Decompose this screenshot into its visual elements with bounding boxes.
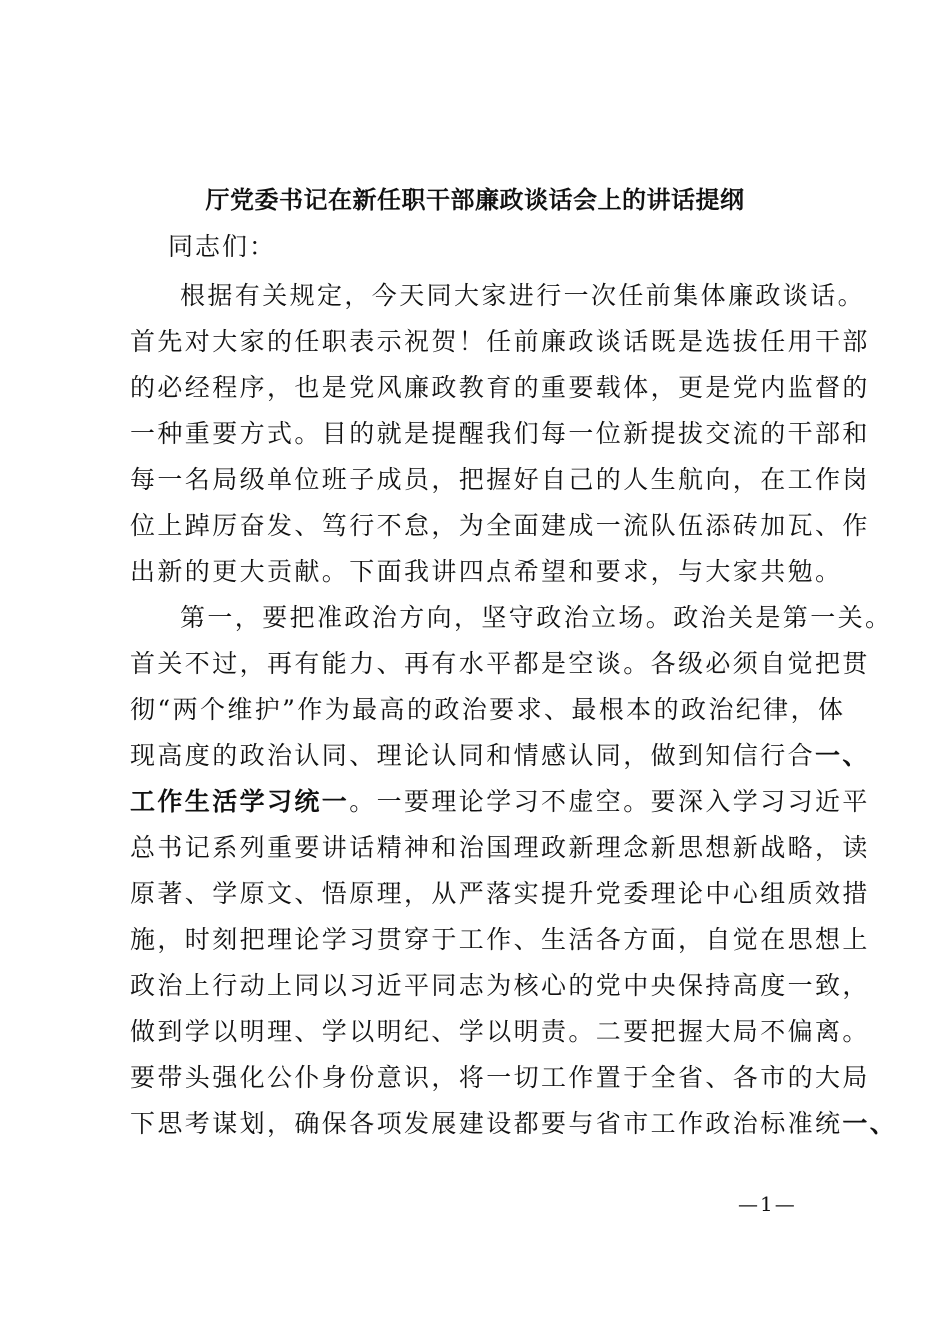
paragraph-line: 每一名局级单位班子成员，把握好自己的人生航向，在工作岗: [130, 465, 870, 494]
paragraph-line: 总书记系列重要讲话精神和治国理政新理念新思想新战略，读: [130, 833, 870, 862]
bold-tail: 一、: [815, 741, 870, 770]
paragraph-line: 根据有关规定，今天同大家进行一次任前集体廉政谈话。: [180, 281, 866, 310]
paragraph-line: 原著、学原文、悟原理，从严落实提升党委理论中心组质效措: [130, 879, 870, 908]
paragraph-line: 出新的更大贡献。下面我讲四点希望和要求，与大家共勉。: [130, 557, 843, 586]
paragraph-line: 要带头强化公仆身份意识，将一切工作置于全省、各市的大局: [130, 1063, 870, 1092]
document-title: 厅党委书记在新任职干部廉政谈话会上的讲话提纲: [205, 185, 745, 214]
paragraph-line: 首关不过，再有能力、再有水平都是空谈。各级必须自觉把贯: [130, 649, 870, 678]
paragraph-line: 施，时刻把理论学习贯穿于工作、生活各方面，自觉在思想上: [130, 925, 870, 954]
salutation: 同志们：: [168, 232, 277, 261]
bold-tail: 一、: [842, 1109, 898, 1138]
paragraph-line: [130, 739, 870, 773]
paragraph-line: 的必经程序，也是党风廉政教育的重要载体，更是党内监督的: [130, 373, 870, 402]
paragraph-line: 位上踔厉奋发、笃行不怠，为全面建成一流队伍添砖加瓦、作: [130, 511, 870, 540]
paragraph-line: [130, 785, 870, 819]
paragraph-line: 首先对大家的任职表示祝贺！任前廉政谈话既是选拔任用干部: [130, 327, 870, 356]
line-text: 现高度的政治认同、理论认同和情感认同，做到知信行合: [130, 741, 816, 770]
line-text: 下思考谋划，确保各项发展建设都要与省市工作政治标准统: [130, 1109, 843, 1138]
page-number: —1—: [738, 1192, 797, 1216]
paragraph-line: 彻“两个维护”作为最高的政治要求、最根本的政治纪律，体: [130, 695, 846, 724]
paragraph-line: 做到学以明理、学以明纪、学以明责。二要把握大局不偏离。: [130, 1017, 870, 1046]
paragraph-line: 政治上行动上同以习近平同志为核心的党中央保持高度一致，: [130, 971, 870, 1000]
bold-phrase: 工作生活学习统一: [130, 787, 350, 816]
paragraph-line: 第一，要把准政治方向，坚守政治立场。政治关是第一关。: [180, 603, 893, 632]
line-text: 。一要理论学习不虚空。要深入学习习近平: [349, 787, 870, 816]
paragraph-line: 一种重要方式。目的就是提醒我们每一位新提拔交流的干部和: [130, 419, 870, 448]
paragraph-line: [130, 1107, 898, 1141]
